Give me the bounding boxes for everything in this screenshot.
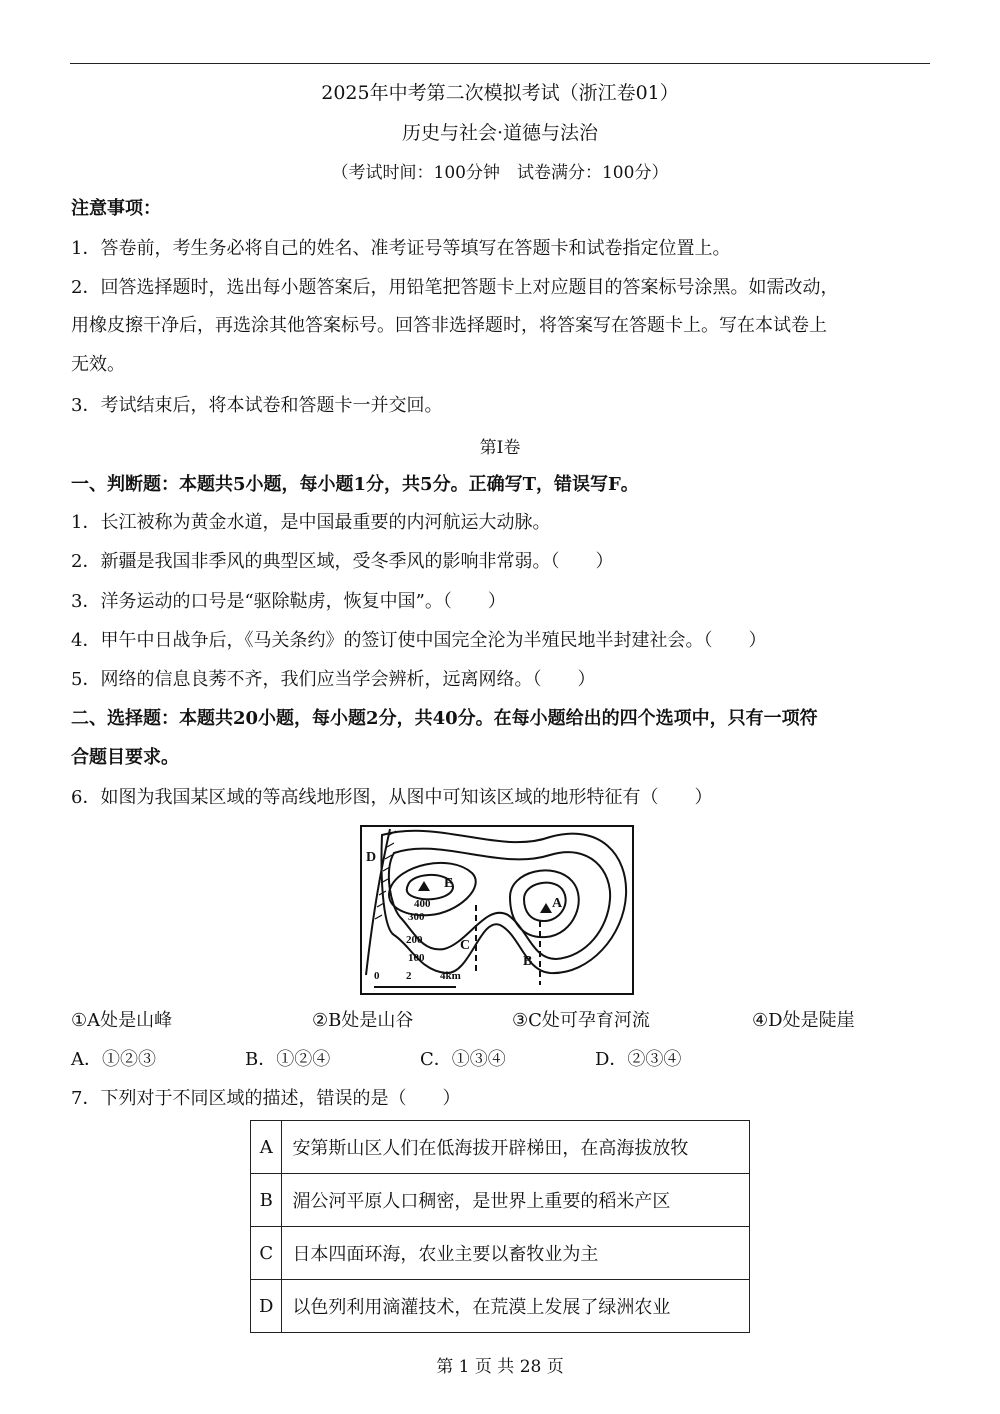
question-6-stem: 6．如图为我国某区域的等高线地形图，从图中可知该区域的地形特征有（ ） bbox=[71, 787, 713, 808]
table-row bbox=[251, 1280, 750, 1333]
notice-item: 3．考试结束后，将本试卷和答题卡一并交回。 bbox=[71, 395, 443, 416]
scale-label-0: 0 bbox=[374, 970, 380, 982]
q6-option-c: C．①③④ bbox=[420, 1049, 506, 1070]
contour-label-400: 400 bbox=[414, 898, 431, 910]
q6-statement-1: ①A处是山峰 bbox=[71, 1010, 173, 1031]
q7-key: A bbox=[251, 1121, 282, 1174]
scale-label-2: 2 bbox=[406, 970, 412, 982]
q6-option-a: A．①②③ bbox=[71, 1049, 156, 1070]
part1-heading: 一、判断题：本题共5小题，每小题1分，共5分。正确写T，错误写F。 bbox=[71, 474, 639, 495]
notice-item: 1．答卷前，考生务必将自己的姓名、准考证号等填写在答题卡和试卷指定位置上。 bbox=[71, 238, 731, 259]
part2-heading-cont: 合题目要求。 bbox=[71, 747, 179, 768]
scale-label-4km: 4km bbox=[440, 970, 461, 982]
q7-text: 安第斯山区人们在低海拔开辟梯田，在高海拔放牧 bbox=[282, 1121, 750, 1174]
map-label-e: E bbox=[444, 876, 454, 891]
contour-label-200: 200 bbox=[406, 934, 423, 946]
notice-item: 无效。 bbox=[71, 354, 125, 375]
page-footer: 第 1 页 共 28 页 bbox=[436, 1357, 564, 1377]
part2-heading: 二、选择题：本题共20小题，每小题2分，共40分。在每小题给出的四个选项中，只有一项符 bbox=[71, 708, 818, 729]
exam-meta: （考试时间：100分钟 试卷满分：100分） bbox=[331, 163, 669, 183]
table-row bbox=[251, 1121, 750, 1174]
question-5: 5．网络的信息良莠不齐，我们应当学会辨析，远离网络。（ ） bbox=[71, 669, 596, 690]
question-7-stem: 7．下列对于不同区域的描述，错误的是（ ） bbox=[71, 1088, 461, 1109]
notice-heading: 注意事项： bbox=[71, 198, 161, 219]
table-row bbox=[251, 1174, 750, 1227]
exam-title: 2025年中考第二次模拟考试（浙江卷01） bbox=[321, 82, 679, 104]
q6-option-b: B．①②④ bbox=[245, 1049, 331, 1070]
q7-text: 日本四面环海，农业主要以畜牧业为主 bbox=[282, 1227, 750, 1280]
q6-statement-3: ③C处可孕育河流 bbox=[512, 1010, 650, 1031]
header-rule bbox=[70, 63, 930, 64]
notice-item: 用橡皮擦干净后，再选涂其他答案标号。回答非选择题时，将答案写在答题卡上。写在本试卷上 bbox=[71, 315, 827, 336]
question-4: 4．甲午中日战争后，《马关条约》的签订使中国完全沦为半殖民地半封建社会。（ ） bbox=[71, 630, 767, 651]
q7-text: 湄公河平原人口稠密，是世界上重要的稻米产区 bbox=[282, 1174, 750, 1227]
q7-text: 以色列利用滴灌技术，在荒漠上发展了绿洲农业 bbox=[282, 1280, 750, 1333]
map-label-a: A bbox=[552, 896, 563, 911]
q6-statement-4: ④D处是陡崖 bbox=[752, 1010, 855, 1031]
question-2: 2．新疆是我国非季风的典型区域，受冬季风的影响非常弱。（ ） bbox=[71, 551, 614, 572]
exam-subtitle: 历史与社会·道德与法治 bbox=[401, 122, 599, 144]
question-3: 3．洋务运动的口号是“驱除鞑虏，恢复中国”。（ ） bbox=[71, 591, 506, 612]
q7-table bbox=[250, 1120, 750, 1333]
q6-statement-2: ②B处是山谷 bbox=[312, 1010, 414, 1031]
map-label-b: B bbox=[523, 954, 533, 969]
volume-label: 第I卷 bbox=[479, 438, 521, 458]
contour-label-100: 100 bbox=[408, 952, 425, 964]
q7-key: C bbox=[251, 1227, 282, 1280]
q6-option-d: D．②③④ bbox=[595, 1049, 682, 1070]
question-1: 1．长江被称为黄金水道，是中国最重要的内河航运大动脉。 bbox=[71, 512, 551, 533]
contour-label-300: 300 bbox=[408, 911, 425, 923]
notice-item: 2．回答选择题时，选出每小题答案后，用铅笔把答题卡上对应题目的答案标号涂黑。如需改动， bbox=[71, 277, 839, 298]
table-row bbox=[251, 1227, 750, 1280]
map-label-d: D bbox=[366, 850, 377, 865]
map-label-c: C bbox=[460, 938, 471, 953]
contour-map bbox=[360, 825, 634, 995]
q7-key: B bbox=[251, 1174, 282, 1227]
q7-key: D bbox=[251, 1280, 282, 1333]
